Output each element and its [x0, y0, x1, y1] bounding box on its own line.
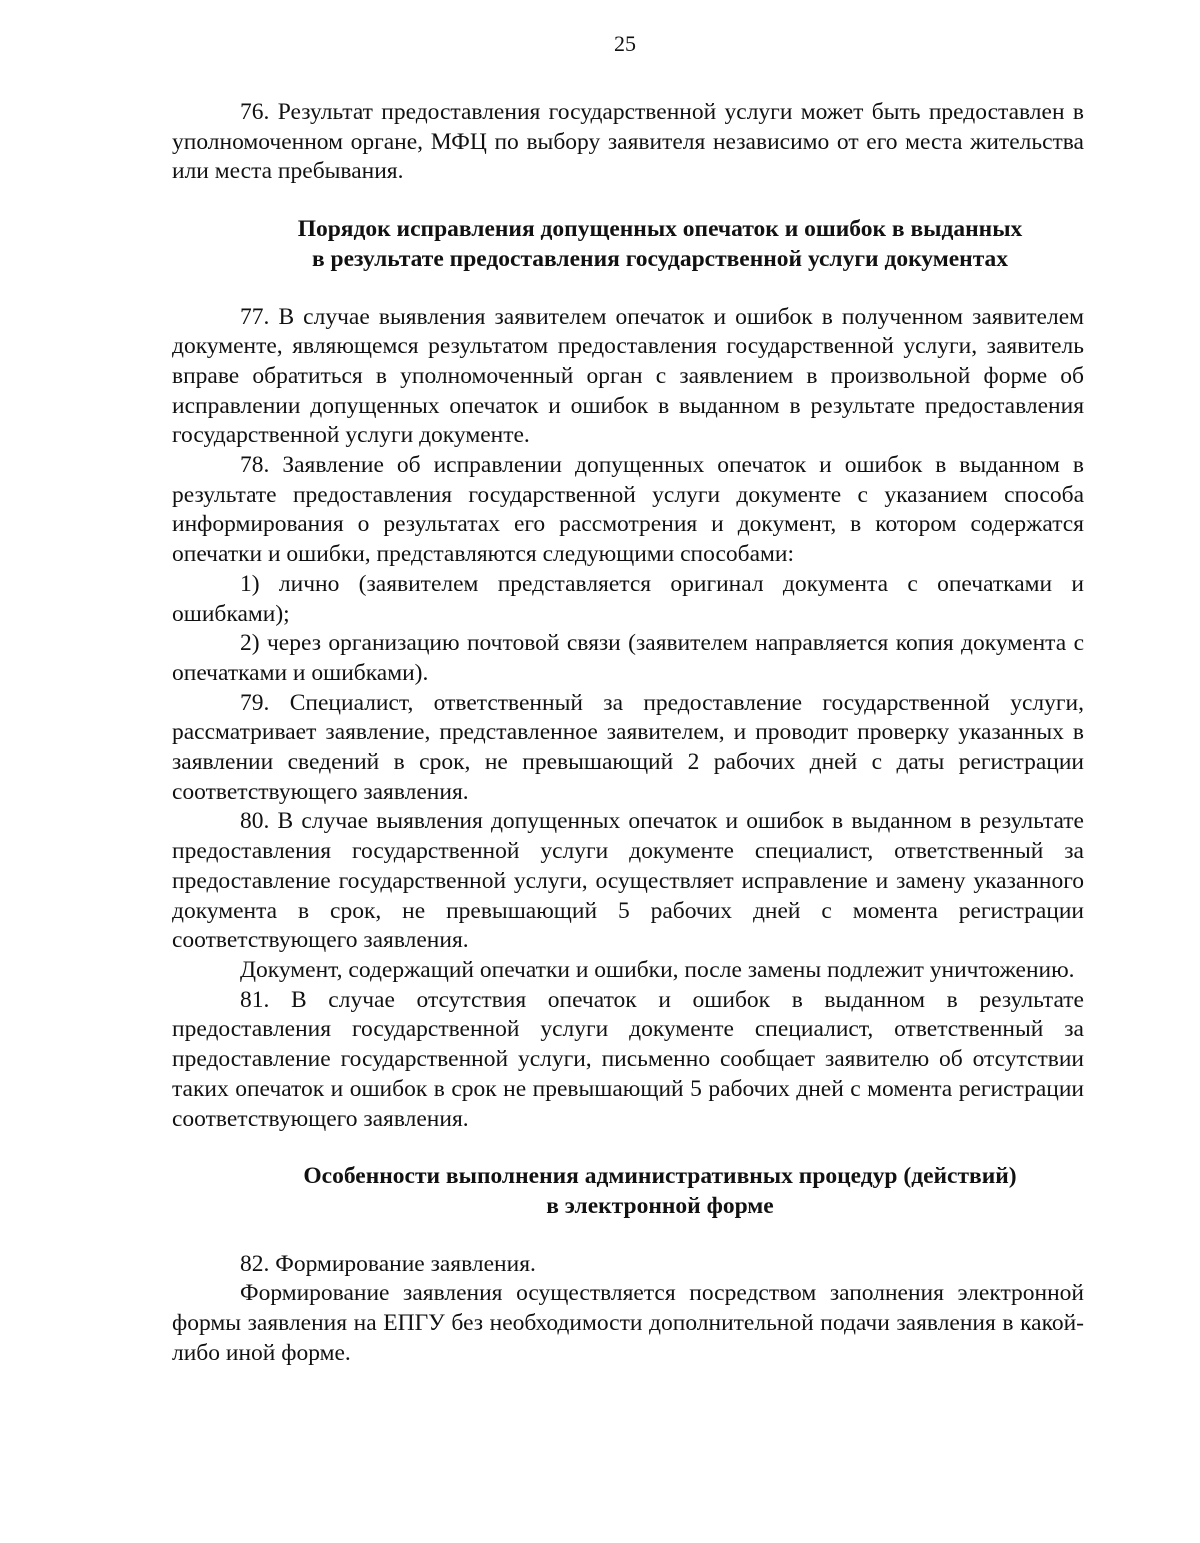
- spacer: [172, 187, 1084, 215]
- spacer: [172, 1134, 1084, 1162]
- paragraph-78: 78. Заявление об исправлении допущенных опечаток и ошибок в выданном в результате предоставления государственной услуги документе с указанием способа информирования о результатах его рассмотрения и документ, в котором содержатся опечатки и ошибки, представляются следующими способами:: [172, 452, 1084, 568]
- section-heading-electronic: [172, 1162, 1084, 1221]
- paragraph-79: 79. Специалист, ответственный за предоставление государственной услуги, рассматривает заявление, представленное заявителем, и проводит проверку указанных в заявлении сведений в срок, не превышающий 2 рабочих дней с даты регистрации соответствующего заявления.: [172, 689, 1084, 805]
- heading-line: в электронной форме: [546, 1192, 774, 1219]
- list-item-2: 2) через организацию почтовой связи (заявителем направляется копия документа с опечатками и ошибками).: [172, 630, 1084, 686]
- section-heading-corrections: [172, 215, 1084, 274]
- heading-line: Порядок исправления допущенных опечаток и ошибок в выданных: [297, 216, 1023, 243]
- heading-line: в результате предоставления государственной услуги документах: [311, 245, 1009, 272]
- spacer: [172, 1222, 1084, 1250]
- paragraph-82-body: Формирование заявления осуществляется посредством заполнения электронной формы заявления на ЕПГУ без необходимости дополнительной подачи заявления в какой-либо иной форме.: [172, 1280, 1084, 1366]
- paragraph-76: 76. Результат предоставления государственной услуги может быть предоставлен в уполномоченном органе, МФЦ по выбору заявителя независимо от его места жительства или места пребывания.: [172, 99, 1084, 185]
- list-item-1: 1) лично (заявителем представляется оригинал документа с опечатками и ошибками);: [172, 570, 1084, 627]
- document-body: [172, 98, 1084, 1368]
- paragraph-80: 80. В случае выявления допущенных опечаток и ошибок в выданном в результате предоставления государственной услуги документе специалист, ответственный за предоставление государственной услуги, осуществляет исправление и замену указанного документа в срок, не превышающий 5 рабочих дней с момента регистрации соответствующего заявления.: [172, 808, 1084, 954]
- heading-line: Особенности выполнения административных процедур (действий): [303, 1163, 1017, 1190]
- paragraph-80-note: Документ, содержащий опечатки и ошибки, после замены подлежит уничтожению.: [240, 956, 1075, 983]
- page-number: 25: [614, 31, 636, 56]
- paragraph-82: 82. Формирование заявления.: [240, 1250, 536, 1277]
- spacer: [172, 275, 1084, 303]
- paragraph-77: 77. В случае выявления заявителем опечаток и ошибок в полученном заявителем документе, являющемся результатом предоставления государственной услуги, заявитель вправе обратиться в уполномоченный орган с заявлением в произвольной форме об исправлении допущенных опечаток и ошибок в выданном в результате предоставления государственной услуги документе.: [172, 303, 1084, 449]
- paragraph-81: 81. В случае отсутствия опечаток и ошибок в выданном в результате предоставления государственной услуги документе специалист, ответственный за предоставление государственной услуги, письменно сообщает заявителю об отсутствии таких опечаток и ошибок в срок не превышающий 5 рабочих дней с момента регистрации соответствующего заявления.: [172, 986, 1084, 1132]
